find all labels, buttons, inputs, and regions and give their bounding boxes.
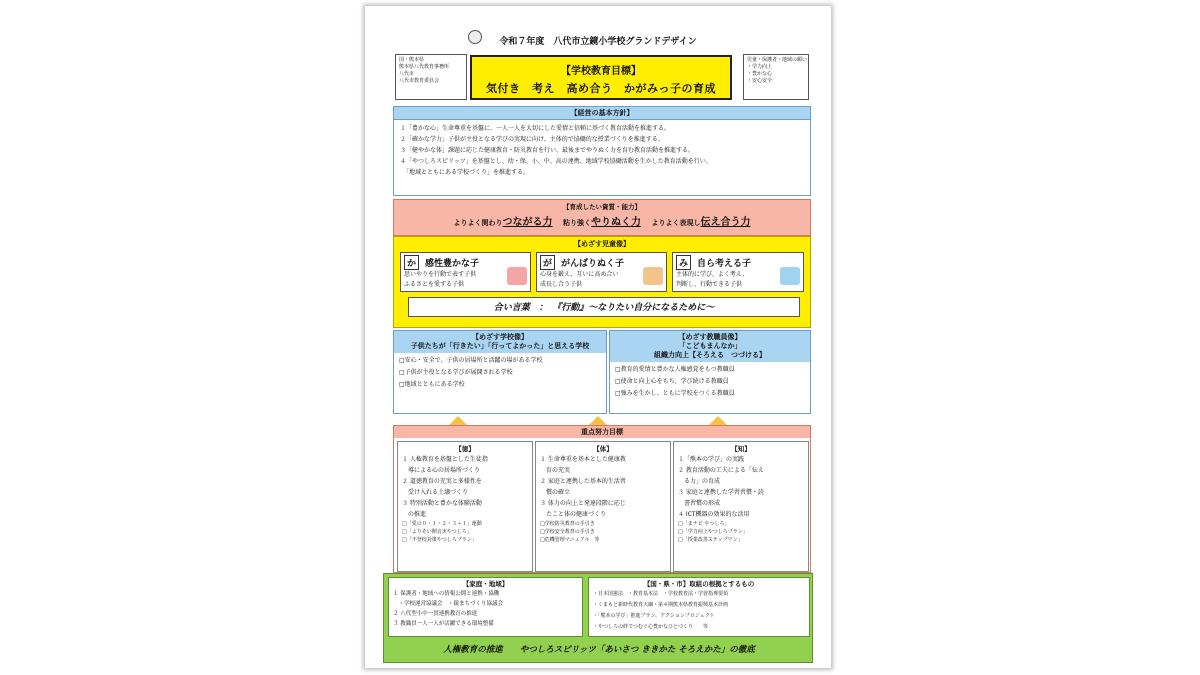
goal-heading: 【学校教育目標】 [561,66,641,77]
child-card-kansei [400,252,531,292]
staff-item: □使命と向上心をもち、学び続ける教職員 [615,378,729,385]
column-item: 慣の確立 [540,489,571,496]
column-note: □「学力向上やつしろプラン」 [678,529,748,535]
staff-heading: 【めざす教職員像】 [678,333,742,341]
quality-main: やりぬく力 [591,217,641,228]
column-item: 書習慣の形成 [678,500,721,507]
column-title: 【徳】 [455,445,475,453]
policy-section [393,106,811,196]
child-card-mizukara [672,252,804,292]
up-arrow-icon [589,416,607,425]
card-line: 判断し、行動できる子供 [676,281,743,288]
policy-item: １「豊かな心」生命尊重を基盤に、一人一人を大切にした愛情と信頼に基づく教育活動を推進する。 [400,125,671,132]
home-title: 【家庭・地域】 [462,580,509,588]
up-arrow-icon [709,416,727,425]
column-item: る力」の育成 [678,478,721,485]
up-arrow-icon [449,416,467,425]
column-note: □「まナビ やつしろ」 [678,521,730,527]
qualities-section [393,199,811,236]
school-goal-box [470,55,732,100]
column-title: 【知】 [731,445,751,453]
staff-list [610,362,810,402]
column-item: ３ 家庭と連携した学習習慣・読 [678,489,764,496]
page-title: 令和７年度 八代市立鏡小学校グランドデザイン [499,37,697,47]
children-illustration-icon [780,267,800,285]
column-item: 受け入れる土壌づくり [402,489,469,496]
home-item: ３ 教職員一人一人が活躍できる環境整備 [393,621,494,627]
column-item: １ 生命尊重を基本とした健康教 [540,456,626,463]
quality-pre: 粘り強く [563,219,591,227]
focus-column-tai [535,441,671,572]
column-item: ３ 体力の向上と発達段階に応じ [540,500,626,507]
qualities-heading: 【育成したい資質・能力】 [563,203,641,211]
column-item: １「熊本の学び」の実践 [678,456,745,463]
card-line: 心身を鍛え、互いに高め合い [540,271,619,278]
column-item: ３ 特別活動と豊かな体験活動 [402,500,482,507]
column-note: □「授業改善ステップワン」 [678,537,743,543]
column-item: ２ 道徳教育の充実と多様性を [402,478,482,485]
policy-item: ３「健やかな体」課題に応じた健康教育・防災教育を行い、最後までやりぬく力を育む教育活動を推進する。 [400,147,695,154]
card-kana: か [404,255,419,270]
quality-pre: よりよく関わり [453,219,503,227]
school-item: □安心・安全で、子供の居場所と活躍の場がある学校 [399,357,543,364]
home-item: ２ 八代型小中一貫連携教育の推進 [393,611,478,617]
policy-item: ２「確かな学力」子供が主役となる学びの実現に向け、主体的で協働的な授業づくりを推進する。 [400,136,664,143]
staff-vision-section [609,330,811,414]
column-item: １ 人権教育を基盤とした生徒指 [402,456,488,463]
card-kana: が [540,255,555,270]
column-item: たこと体の健康づくり [540,511,607,518]
basis-box [588,577,810,637]
card-line: 主体的に学び、よく考え、 [676,271,749,278]
column-note: □「不登校対策やつしろプラン」 [402,537,477,543]
basis-item: ・「熊本の学び」推進プラン、アクションプロジェクト [593,613,715,619]
goal-text: 気付き 考え 高め合う かがみっ子の育成 [486,82,716,95]
column-item: ４ ICT機器の効果的な活用 [678,511,750,518]
home-item: ・学校運営協議会 ・鏡まちづくり協議会 [393,601,503,607]
policy-heading: 【経営の基本方針】 [394,107,810,120]
children-illustration-icon [507,267,527,285]
home-item: １ 保護者・地域への情報公開と連携・協働 [393,591,500,597]
basis-title: 【国・県・市】取組の根拠とするもの [643,580,755,588]
left-line: 国・熊本県 [399,57,425,63]
quality-main: 伝え合う力 [700,217,751,228]
staff-item: □強みを生かし、ともに学校をつくる教職員 [615,390,735,397]
basis-item: ・くまもと新時代教育大綱・第４期熊本県教育振興基本計画 [593,602,729,608]
focus-column-chi [673,441,809,572]
focus-heading: 重点努力目標 [394,426,810,438]
card-title: がんばりぬく子 [561,259,625,269]
card-line: ふるさとを愛する子供 [404,281,465,288]
home-community-section [383,573,813,663]
column-item: ２ 家庭と連携した基本的生活習 [540,478,626,485]
basis-item: ・やつしろの絆でつむぐ心豊かなひとづくり 等 [593,624,708,630]
right-line: ・学力向上 [747,64,773,70]
staff-item: □教育的愛情と豊かな人権感覚をもつ教職員 [615,366,735,373]
basis-item: ・日本国憲法 ・教育基本法 ・学校教育法・学習指導要領 [593,591,729,597]
left-line: 熊本県八代教育事務所 [399,64,450,70]
school-sub: 子供たちが「行きたい」「行ってよかった」と思える学校 [410,342,590,350]
column-note: □学校防災教育の手引き [540,521,595,527]
column-item: ２ 教育活動の工夫による「伝え [678,467,764,474]
grand-design-document [365,6,831,668]
column-note: □危機管理マニュアル 等 [540,537,600,543]
card-title: 感性豊かな子 [425,259,480,269]
column-note: □「愛の０・１・２・３＋１」運動 [402,521,482,527]
children-heading: 【めざす児童像】 [574,240,630,248]
card-kana: み [676,255,691,270]
right-side-box [743,54,809,100]
focus-goals-section [393,425,811,573]
children-section [393,236,811,328]
card-line: 思いやりを行動で表す子供 [404,271,477,278]
column-item: の推進 [402,511,427,518]
policy-item: ４「やつしろスピリッツ」を基盤とし、幼・保、小、中、高の連携、地域学校協働活動を生かした教育活動を行い、 [400,158,712,165]
policy-list [394,120,810,181]
left-line: 八代市 [399,71,415,77]
focus-column-toku [397,441,533,572]
staff-sub2: 組織力向上【そろえる つづける】 [654,351,766,359]
right-line: 児童・保護者・地域の願い [747,57,808,63]
school-vision-section [393,330,607,414]
quality-main: つながる力 [502,217,553,228]
home-box [388,577,583,637]
right-line: ・安心安全 [747,78,773,84]
card-line: 成長し合う子供 [540,281,583,288]
school-list [394,353,606,393]
school-item: □地域とともにある学校 [399,381,465,388]
bottom-slogan: 人権教育の推進 やつしろスピリッツ「あいさつ ききかた そろえかた」の徹底 [443,645,755,655]
qualities-line [394,213,810,228]
motto-box: 合い言葉 ： 『行動』～なりたい自分になるために～ [408,297,800,317]
card-title: 自ら考える子 [697,259,752,269]
column-note: □学校安全教育の手引き [540,529,595,535]
column-title: 【体】 [593,445,613,453]
column-item: 育の充実 [540,467,571,474]
left-line: 八代市教育委員会 [399,78,440,84]
right-line: ・豊かな心 [747,71,773,77]
quality-pre: よりよく表現し [651,219,701,227]
children-illustration-icon [643,267,663,285]
child-card-ganbari [536,252,667,292]
staff-sub1: 「こどもまんなか」 [678,342,742,350]
school-item: □子供が主役となる学びが展開される学校 [399,369,513,376]
column-note: □「よりそい開音実やつしろ」 [402,529,472,535]
policy-item: 「地域とともにある学校づくり」を推進する。 [400,169,530,176]
column-item: 導による心の居場所づくり [402,467,481,474]
left-side-box [395,54,467,100]
staff-heading-block [610,331,810,362]
school-heading-block [394,331,606,353]
school-heading: 【めざす学校像】 [472,333,528,341]
